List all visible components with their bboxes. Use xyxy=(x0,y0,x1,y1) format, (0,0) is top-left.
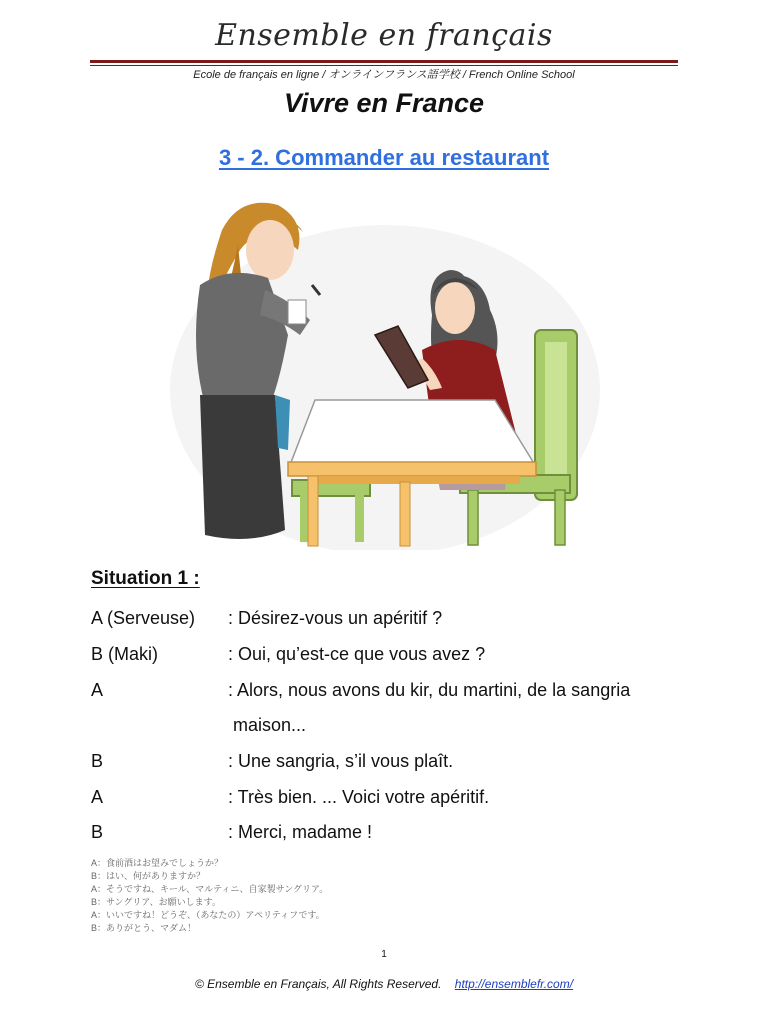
copyright-text: © Ensemble en Français, All Rights Reserved. xyxy=(194,977,442,991)
dialog-speaker: B (Maki) xyxy=(91,644,158,664)
situation-heading: Situation 1 : xyxy=(91,568,200,589)
dialog-speaker: B xyxy=(91,751,104,771)
dialog-speaker: B xyxy=(91,822,104,842)
page-title: Vivre en France xyxy=(283,88,485,118)
lesson-title-text: 3 - 2. Commander au restaurant xyxy=(218,145,550,170)
dialog-text: : Alors, nous avons du kir, du martini, de la sangria xyxy=(228,680,631,700)
translation-line: B：ありがとう、マダム！ xyxy=(91,923,197,933)
page-number: 1 xyxy=(381,949,387,960)
dialog-speaker: A xyxy=(91,787,104,807)
dialog-text: : Une sangria, s’il vous plaît. xyxy=(228,751,454,771)
translation-line: A：いいですね！どうぞ、（あなたの）アペリティフです。 xyxy=(91,910,325,920)
footer xyxy=(0,977,768,991)
header-subtitle: Ecole de français en ligne / オンラインフランス語学校 / French Online School xyxy=(193,69,575,81)
lesson-title xyxy=(0,145,768,171)
translation-line: B：サングリア、お願いします。 xyxy=(91,897,221,907)
dialog-text: : Merci, madame ! xyxy=(228,822,373,842)
dialog-text: : Désirez-vous un apéritif ? xyxy=(228,608,443,628)
dialog-text: : Oui, qu’est-ce que vous avez ? xyxy=(228,644,486,664)
website-link[interactable]: http://ensemblefr.com/ xyxy=(454,977,574,991)
translation-line: A：そうですね、キール、マルティニ、自家製サングリア。 xyxy=(91,884,329,894)
translation-line: B：はい、何がありますか？ xyxy=(91,871,206,881)
restaurant-illustration xyxy=(160,190,610,550)
translation-line: A：食前酒はお望みでしょうか？ xyxy=(91,858,224,868)
dialog-text: : Très bien. ... Voici votre apéritif. xyxy=(228,787,490,807)
dialog-speaker: A xyxy=(91,680,104,700)
dialog-speaker: A (Serveuse) xyxy=(91,608,196,628)
header-rule xyxy=(90,60,678,63)
brand-logo: Ensemble en français xyxy=(215,18,553,53)
dialog-text: maison... xyxy=(233,715,307,735)
